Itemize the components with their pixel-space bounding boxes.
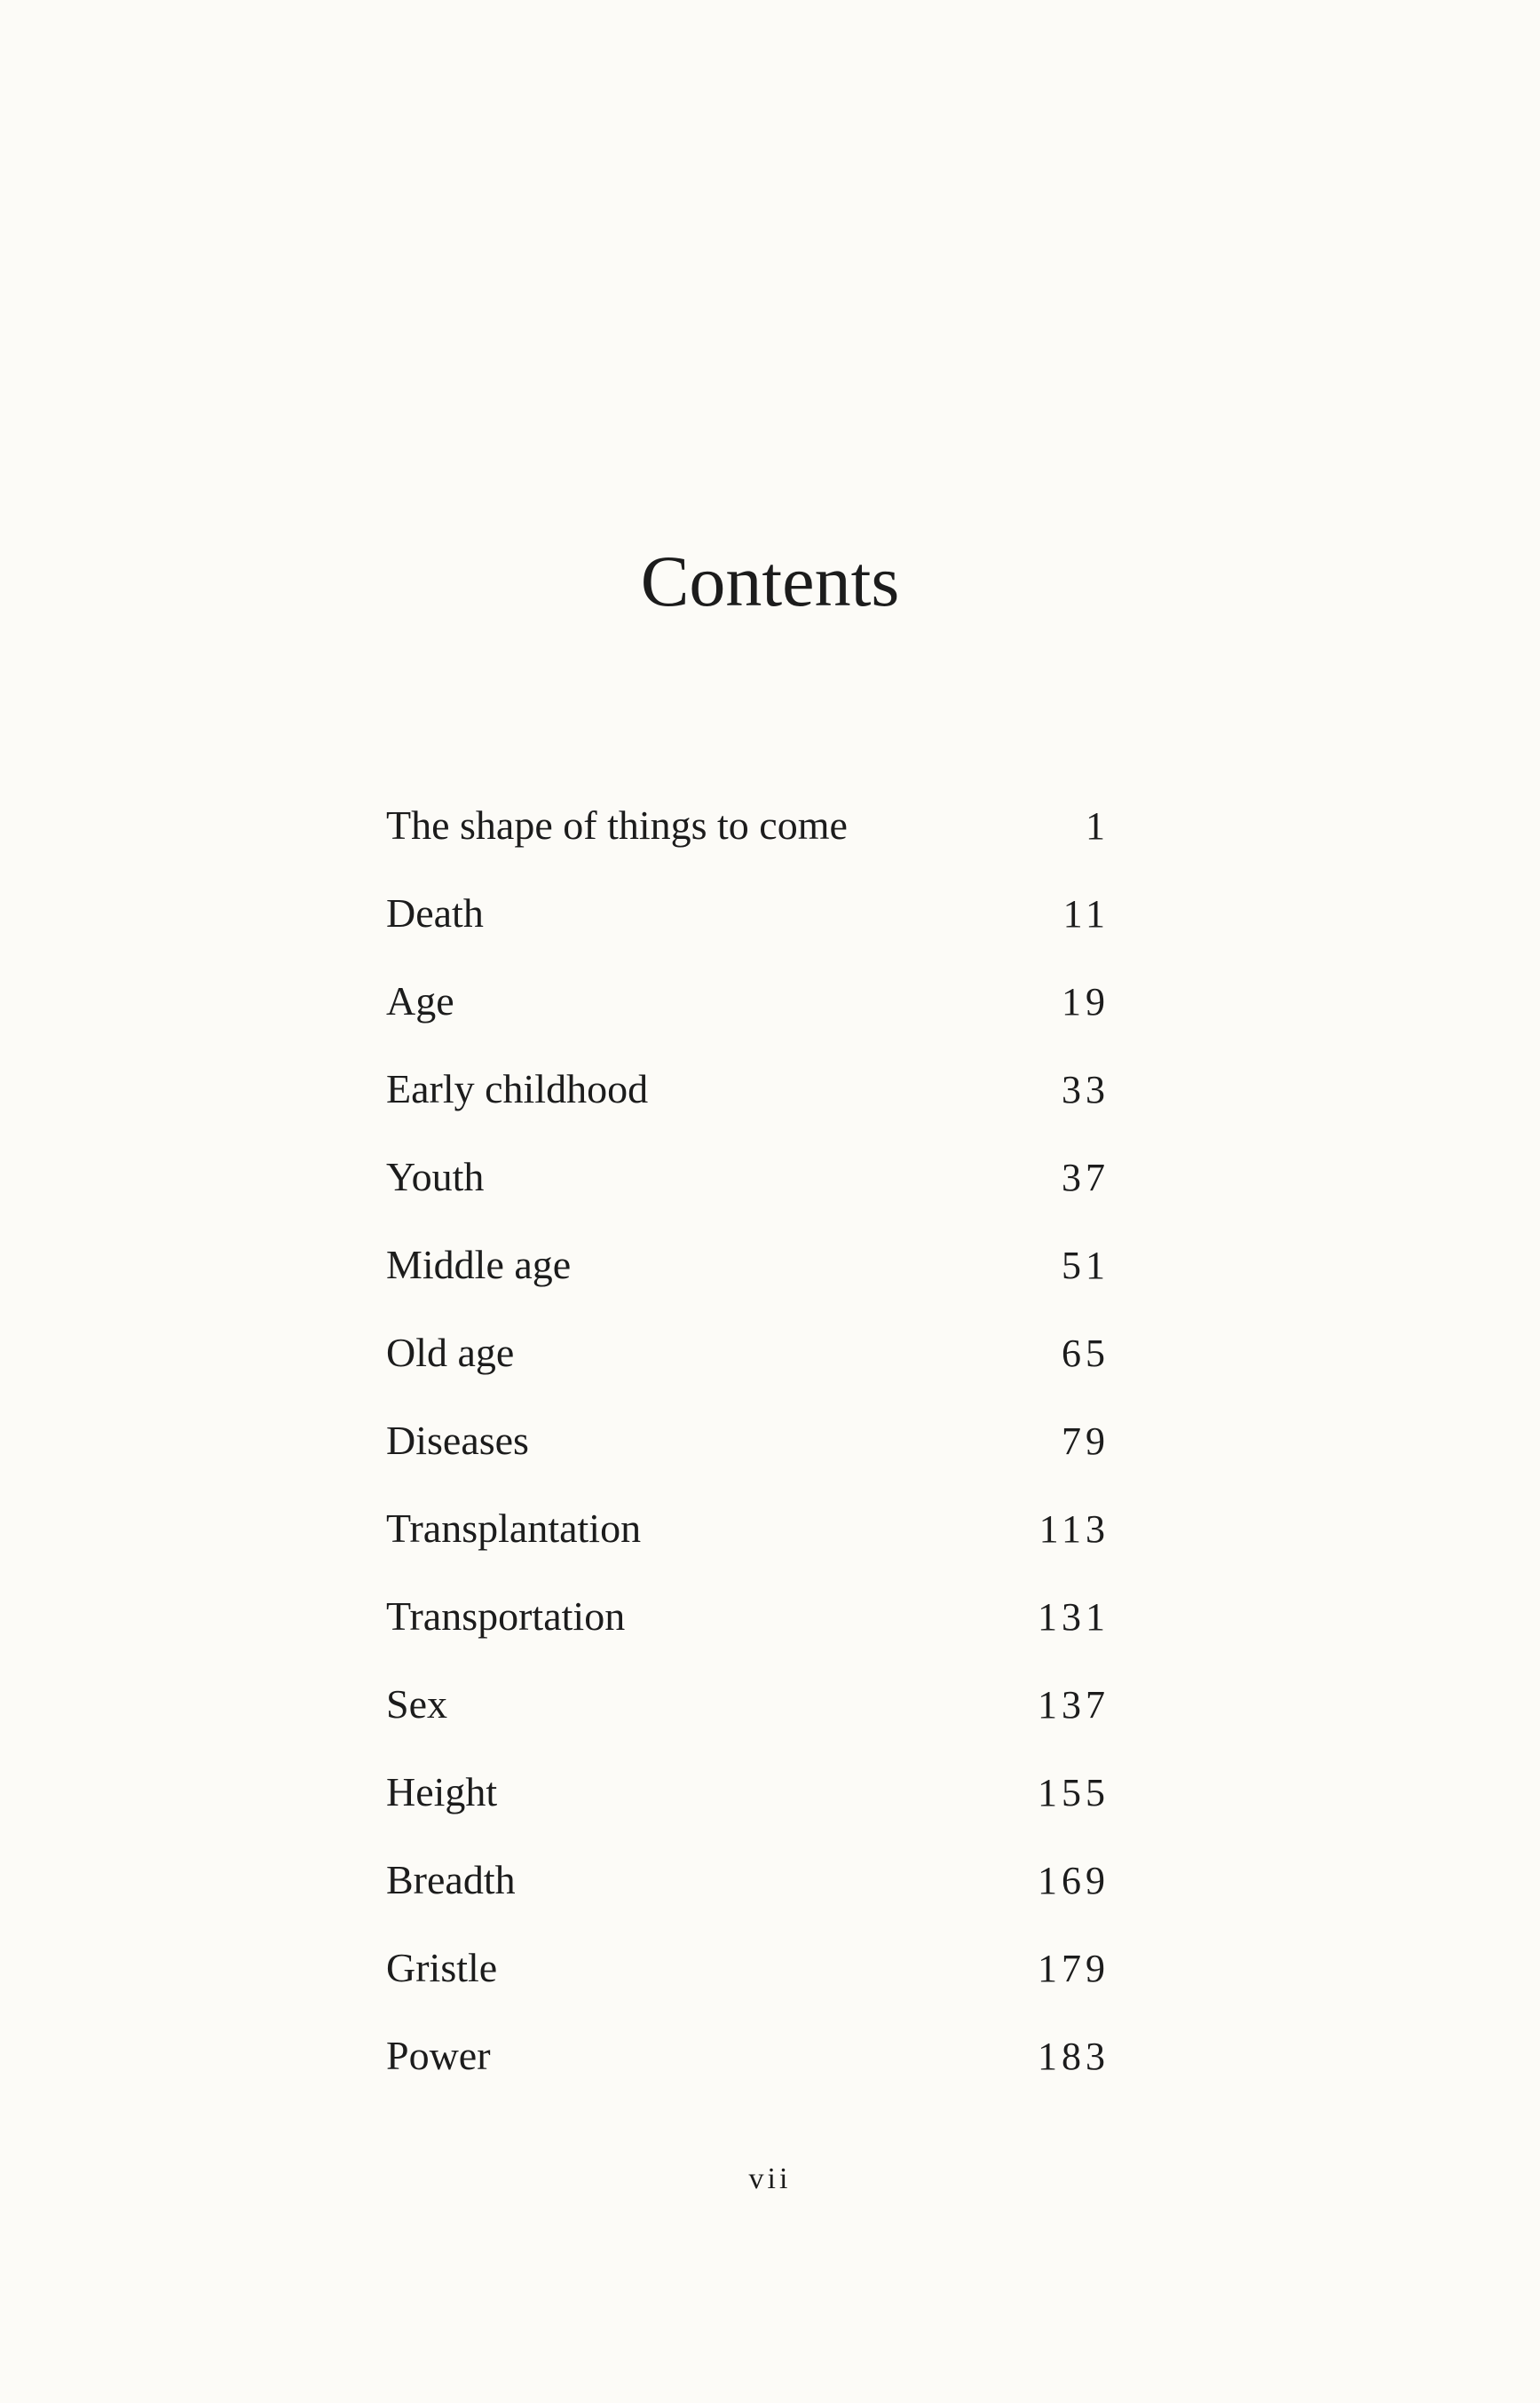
toc-entry-page: 19 — [1062, 980, 1110, 1024]
toc-entry-label: The shape of things to come — [386, 802, 848, 848]
toc-entry-label: Power — [386, 2033, 491, 2078]
toc-entry-label: Gristle — [386, 1945, 498, 1990]
toc-entry-label: Transplantation — [386, 1506, 642, 1551]
toc-entry-label: Early childhood — [386, 1066, 649, 1111]
toc-entry — [386, 794, 1110, 882]
toc-entry — [386, 1937, 1110, 2025]
toc-entry — [386, 970, 1110, 1058]
toc-entry-page: 169 — [1038, 1859, 1110, 1902]
toc-entry-label: Middle age — [386, 1242, 572, 1287]
toc-entry — [386, 1673, 1110, 1761]
toc-entry-label: Old age — [386, 1330, 515, 1375]
toc-entry-page: 179 — [1038, 1947, 1110, 1990]
page-number: vii — [748, 2162, 792, 2195]
toc-entry — [386, 1498, 1110, 1585]
toc-entry-page: 33 — [1062, 1068, 1110, 1111]
toc-entry-page: 183 — [1038, 2035, 1110, 2078]
toc-entry-page: 131 — [1038, 1595, 1110, 1639]
toc-entry — [386, 1410, 1110, 1498]
toc-entry — [386, 1322, 1110, 1410]
toc-entry — [386, 1585, 1110, 1673]
toc-entry-label: Transportation — [386, 1593, 626, 1639]
toc-entry — [386, 882, 1110, 970]
toc-entry-page: 65 — [1062, 1332, 1110, 1375]
toc-entry-label: Youth — [386, 1154, 485, 1199]
toc-entry-label: Sex — [386, 1681, 447, 1727]
toc-entry-page: 137 — [1038, 1683, 1110, 1727]
toc-entry-label: Death — [386, 890, 484, 936]
toc-entry-page: 155 — [1038, 1771, 1110, 1814]
toc-entry-label: Age — [386, 978, 454, 1024]
toc-entry — [386, 1849, 1110, 1937]
toc-entry — [386, 1234, 1110, 1322]
page-title: Contents — [640, 541, 900, 621]
toc-entry-label: Diseases — [386, 1418, 529, 1463]
toc-entry — [386, 1058, 1110, 1146]
toc-entry — [386, 2025, 1110, 2113]
toc-entry-page: 11 — [1062, 892, 1110, 936]
toc-entry — [386, 1146, 1110, 1234]
toc-entry-page: 79 — [1062, 1419, 1110, 1463]
toc-entry-label: Breadth — [386, 1857, 516, 1902]
toc-entry-label: Height — [386, 1769, 498, 1814]
table-of-contents — [386, 794, 1110, 2113]
toc-entry-page: 37 — [1062, 1156, 1110, 1199]
toc-entry-page: 1 — [1086, 804, 1110, 848]
toc-entry-page: 113 — [1039, 1507, 1110, 1551]
toc-entry — [386, 1761, 1110, 1849]
toc-entry-page: 51 — [1062, 1244, 1110, 1287]
